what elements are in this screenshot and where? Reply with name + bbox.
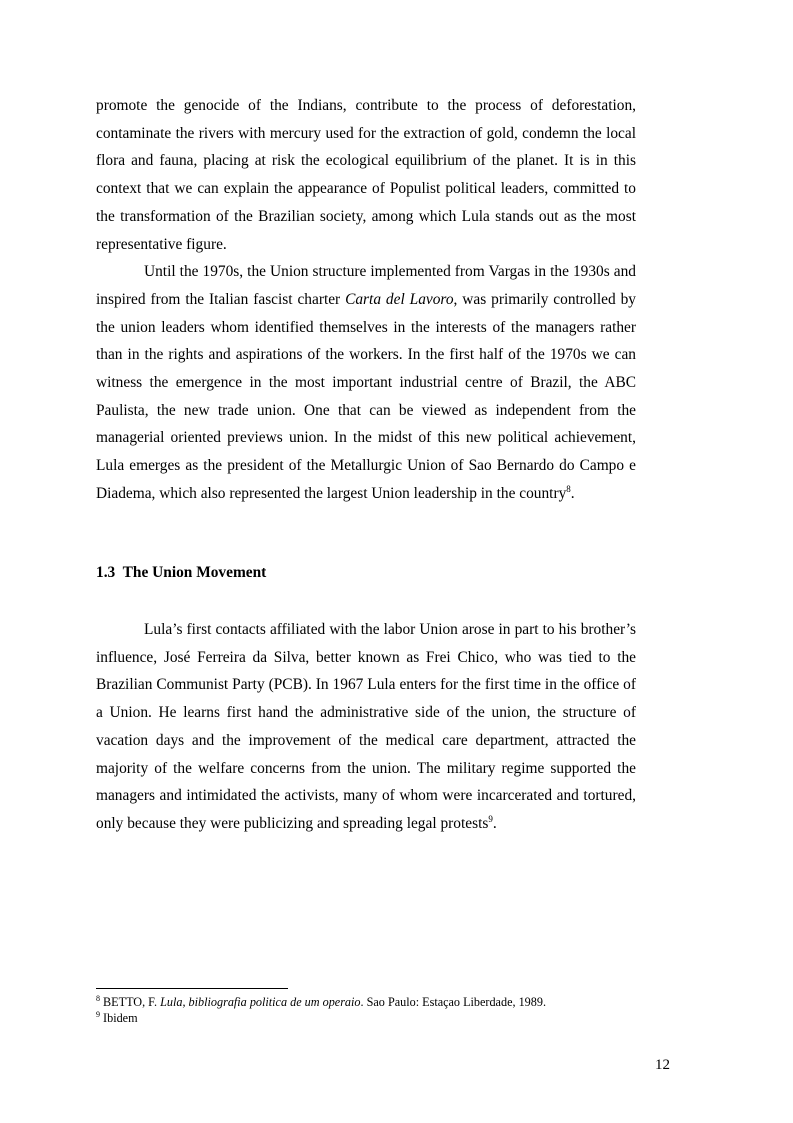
paragraph-2-end: . bbox=[570, 484, 575, 502]
section-paragraph-end: . bbox=[492, 814, 497, 832]
paragraph-2 bbox=[96, 258, 636, 507]
body-text bbox=[96, 92, 636, 508]
footnote-9 bbox=[96, 1010, 696, 1026]
footnote-8-author: BETTO, F. bbox=[103, 995, 161, 1009]
section-body bbox=[96, 616, 636, 838]
section-paragraph-text: Lula’s first contacts affiliated with the labor Union arose in part to his brother’s influence, José Ferreira da Silva, better known as Frei Chico, who was tied to the Brazilian Communist Party (PCB). In 1967 Lula enters for the first time in the office of a Union. He learns first hand the administrative side of the union, the structure of vacation days and the improvement of the medical care department, attracted the majority of the welfare concerns from the union. The military regime supported the managers and intimidated the activists, many of whom were incarcerated and tortured, only because they were publicizing and spreading legal protests bbox=[96, 621, 636, 832]
footnote-8-number: 8 bbox=[96, 993, 100, 1003]
page-number: 12 bbox=[655, 1057, 670, 1073]
footnote-ref-8: 8 bbox=[566, 483, 571, 494]
footnote-ref-9: 9 bbox=[488, 813, 493, 824]
footnote-9-text: Ibidem bbox=[103, 1011, 138, 1025]
footnote-8-publisher: . Sao Paulo: Estaçao Liberdade, 1989. bbox=[360, 995, 546, 1009]
charter-title: Carta del Lavoro bbox=[345, 290, 454, 308]
footnote-8 bbox=[96, 994, 696, 1010]
paragraph-2-text-b: , was primarily controlled by the union leaders whom identified themselves in the interests of the managers rather than in the rights and aspirations of the workers. In the first half of the 1970s we can witness the emergence in the most important industrial centre of Brazil, the ABC Paulista, the new trade union. One that can be viewed as independent from the managerial oriented previews union. In the midst of this new political achievement, Lula emerges as the president of the Metallurgic Union of Sao Bernardo do Campo e Diadema, which also represented the largest Union leadership in the country bbox=[96, 290, 636, 502]
footnote-8-title: Lula, bibliografia politica de um operaio bbox=[160, 995, 361, 1009]
footnotes bbox=[96, 994, 696, 1026]
section-paragraph bbox=[96, 616, 636, 838]
section-heading: 1.3 The Union Movement bbox=[96, 564, 267, 581]
paragraph-1: promote the genocide of the Indians, contribute to the process of deforestation, contaminate the rivers with mercury used for the extraction of gold, condemn the local flora and fauna, placing at risk the ecological equilibrium of the planet. It is in this context that we can explain the appearance of Populist political leaders, committed to the transformation of the Brazilian society, among which Lula stands out as the most representative figure. bbox=[96, 97, 636, 253]
footnote-9-number: 9 bbox=[96, 1009, 100, 1019]
paragraph-2-text-a: Until the 1970s, the Union structure implemented from Vargas in the 1930s and inspired from the Italian fascist charter bbox=[96, 263, 636, 308]
footnote-divider bbox=[96, 988, 288, 989]
